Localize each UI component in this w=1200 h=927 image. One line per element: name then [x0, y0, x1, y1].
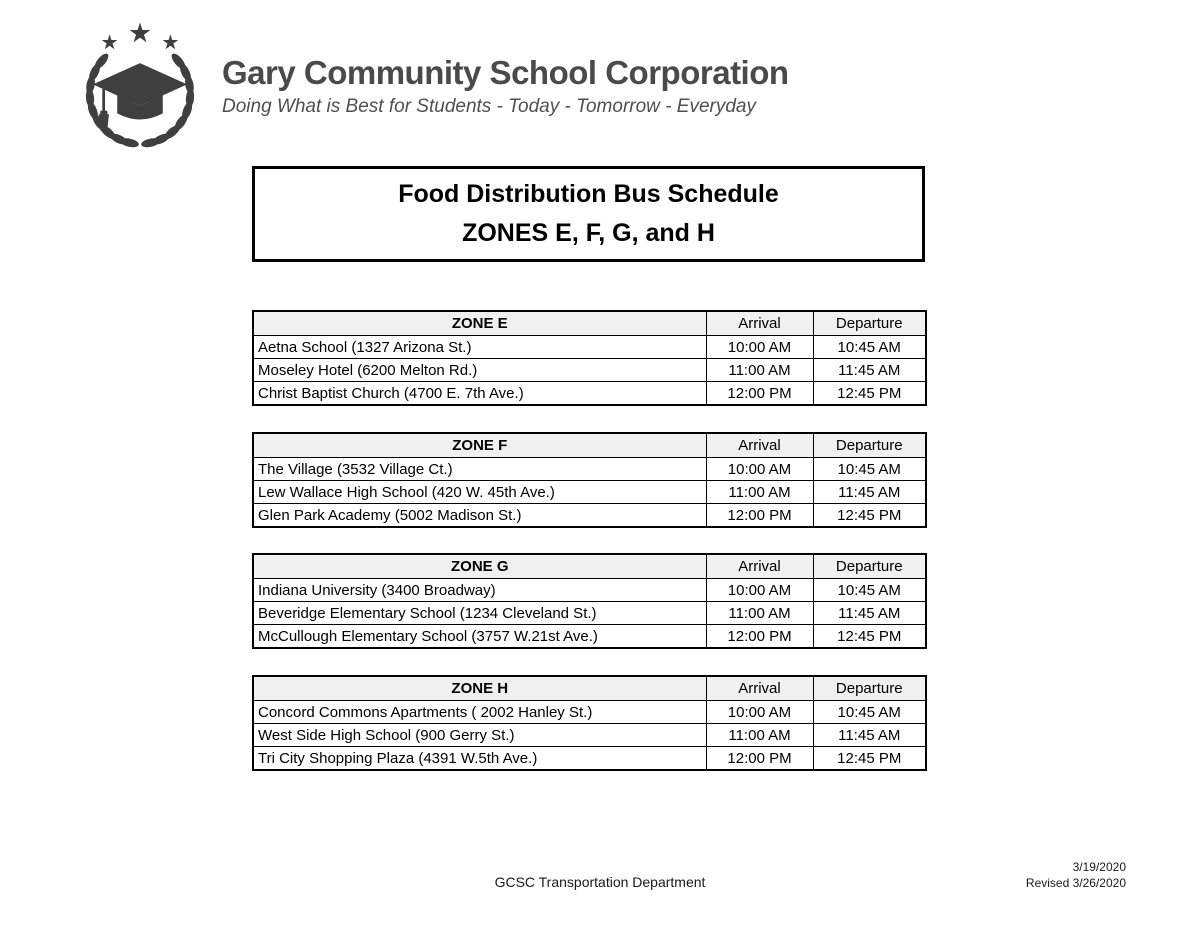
document-subtitle: ZONES E, F, G, and H: [462, 219, 715, 248]
org-name: Gary Community School Corporation: [222, 54, 789, 91]
table-row: [253, 724, 926, 747]
table-row: [253, 579, 926, 602]
departure-cell: 12:45 PM: [813, 382, 926, 406]
arrival-header: Arrival: [706, 676, 813, 701]
arrival-cell: 12:00 PM: [706, 382, 813, 406]
zone-name: ZONE G: [253, 554, 706, 579]
table-row: [253, 481, 926, 504]
gcsc-logo: [64, 22, 216, 156]
zone-h-table: [252, 675, 927, 771]
departure-header: Departure: [813, 554, 926, 579]
departure-header: Departure: [813, 676, 926, 701]
table-row: [253, 625, 926, 649]
departure-cell: 11:45 AM: [813, 481, 926, 504]
departure-cell: 12:45 PM: [813, 625, 926, 649]
zone-name: ZONE H: [253, 676, 706, 701]
table-row: [253, 701, 926, 724]
location-cell: West Side High School (900 Gerry St.): [253, 724, 706, 747]
zone-name: ZONE F: [253, 433, 706, 458]
arrival-header: Arrival: [706, 554, 813, 579]
arrival-cell: 10:00 AM: [706, 336, 813, 359]
table-row: [253, 336, 926, 359]
location-cell: Lew Wallace High School (420 W. 45th Ave.): [253, 481, 706, 504]
departure-cell: 10:45 AM: [813, 701, 926, 724]
departure-cell: 11:45 AM: [813, 724, 926, 747]
graduation-cap-icon: [93, 63, 187, 131]
arrival-cell: 10:00 AM: [706, 701, 813, 724]
org-header: [222, 54, 789, 118]
departure-header: Departure: [813, 433, 926, 458]
departure-cell: 12:45 PM: [813, 747, 926, 771]
location-cell: McCullough Elementary School (3757 W.21st Ave.): [253, 625, 706, 649]
departure-header: Departure: [813, 311, 926, 336]
footer-revised-date: Revised 3/26/2020: [1025, 876, 1126, 891]
arrival-cell: 11:00 AM: [706, 359, 813, 382]
departure-cell: 11:45 AM: [813, 359, 926, 382]
table-row: [253, 359, 926, 382]
arrival-header: Arrival: [706, 311, 813, 336]
document-title: Food Distribution Bus Schedule: [398, 179, 779, 208]
departure-cell: 10:45 AM: [813, 458, 926, 481]
location-cell: Christ Baptist Church (4700 E. 7th Ave.): [253, 382, 706, 406]
table-header-row: [253, 554, 926, 579]
footer-dates: [1026, 859, 1126, 891]
arrival-cell: 12:00 PM: [706, 625, 813, 649]
arrival-cell: 12:00 PM: [706, 504, 813, 528]
arrival-cell: 11:00 AM: [706, 724, 813, 747]
departure-cell: 12:45 PM: [813, 504, 926, 528]
zone-f-table: [252, 432, 927, 528]
arrival-cell: 10:00 AM: [706, 458, 813, 481]
table-row: [253, 747, 926, 771]
zone-e-table: [252, 310, 927, 406]
table-row: [253, 458, 926, 481]
table-header-row: [253, 676, 926, 701]
departure-cell: 11:45 AM: [813, 602, 926, 625]
footer-date: 3/19/2020: [1072, 860, 1126, 874]
arrival-cell: 12:00 PM: [706, 747, 813, 771]
arrival-cell: 11:00 AM: [706, 602, 813, 625]
org-tagline: Doing What is Best for Students - Today - Tomorrow - Everyday: [222, 96, 756, 117]
arrival-cell: 10:00 AM: [706, 579, 813, 602]
table-row: [253, 602, 926, 625]
footer-department: GCSC Transportation Department: [494, 874, 706, 890]
arrival-header: Arrival: [706, 433, 813, 458]
location-cell: Concord Commons Apartments ( 2002 Hanley St.): [253, 701, 706, 724]
table-row: [253, 504, 926, 528]
title-box: [252, 166, 925, 262]
location-cell: Beveridge Elementary School (1234 Cleveland St.): [253, 602, 706, 625]
location-cell: The Village (3532 Village Ct.): [253, 458, 706, 481]
table-header-row: [253, 433, 926, 458]
location-cell: Aetna School (1327 Arizona St.): [253, 336, 706, 359]
arrival-cell: 11:00 AM: [706, 481, 813, 504]
departure-cell: 10:45 AM: [813, 579, 926, 602]
location-cell: Moseley Hotel (6200 Melton Rd.): [253, 359, 706, 382]
three-stars-icon: [102, 22, 178, 49]
zone-name: ZONE E: [253, 311, 706, 336]
table-row: [253, 382, 926, 406]
location-cell: Glen Park Academy (5002 Madison St.): [253, 504, 706, 528]
location-cell: Tri City Shopping Plaza (4391 W.5th Ave.): [253, 747, 706, 771]
location-cell: Indiana University (3400 Broadway): [253, 579, 706, 602]
table-header-row: [253, 311, 926, 336]
departure-cell: 10:45 AM: [813, 336, 926, 359]
zone-g-table: [252, 553, 927, 649]
